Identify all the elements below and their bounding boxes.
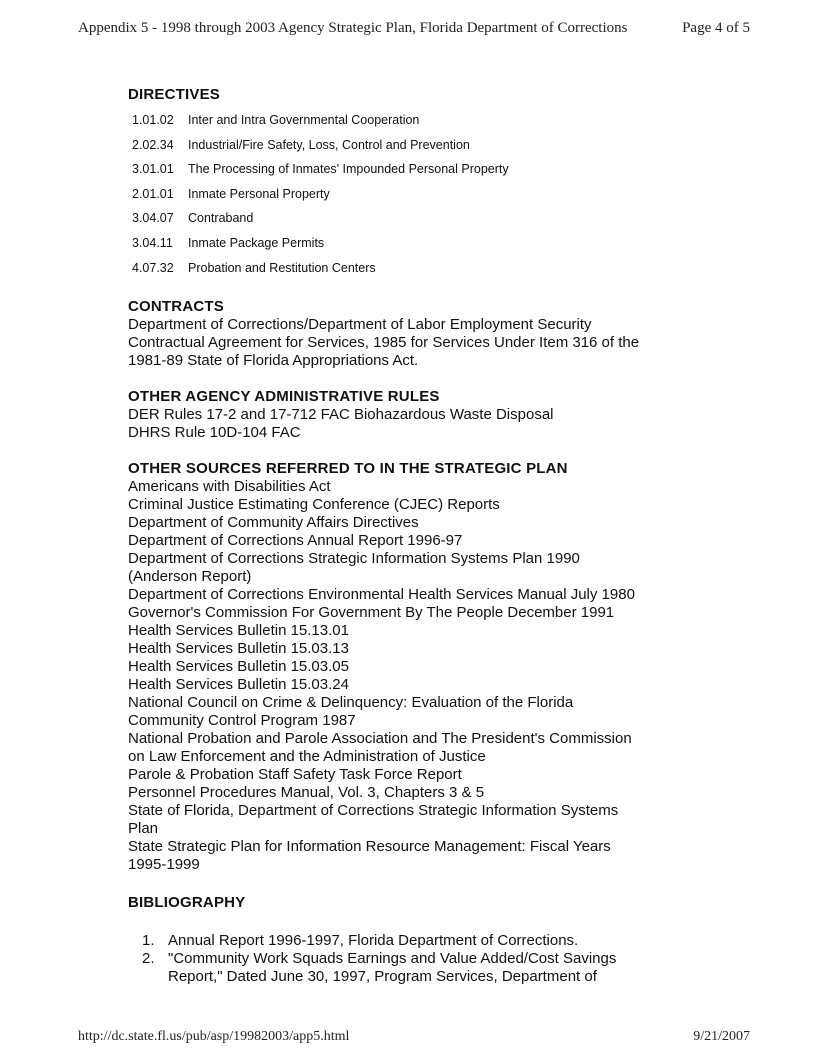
rules-line: DHRS Rule 10D-104 FAC [128,424,301,442]
page-number: Page 4 of 5 [682,20,750,36]
directives-heading: DIRECTIVES [128,86,221,103]
directives-section [128,86,688,280]
source-line: Health Services Bulletin 15.03.24 [128,676,349,694]
directive-item [132,256,688,281]
source-line: Department of Corrections Annual Report 1996-97 [128,532,463,550]
directive-item [132,182,688,207]
source-line: State of Florida, Department of Corrections Strategic Information Systems [128,802,619,820]
directive-text: Industrial/Fire Safety, Loss, Control and Prevention [188,137,470,152]
bibliography-item [142,950,688,986]
directive-item [132,157,688,182]
source-line: on Law Enforcement and the Administration of Justice [128,748,486,766]
contracts-heading: CONTRACTS [128,298,224,316]
bibliography-section [128,894,688,986]
source-line: Parole & Probation Staff Safety Task Force Report [128,766,462,784]
source-line: Americans with Disabilities Act [128,478,331,496]
source-line: Criminal Justice Estimating Conference (CJEC) Reports [128,496,500,514]
contracts-section [128,298,688,370]
source-line: National Probation and Parole Association and The President's Commission [128,730,632,748]
directive-item [132,133,688,158]
document-title: Appendix 5 - 1998 through 2003 Agency Strategic Plan, Florida Department of Corrections [78,20,628,36]
contracts-line: Contractual Agreement for Services, 1985 for Services Under Item 316 of the [128,334,640,352]
contracts-line: Department of Corrections/Department of Labor Employment Security [128,316,592,334]
bibliography-text: Annual Report 1996-1997, Florida Department of Corrections. [168,932,579,950]
bibliography-number: 1. [142,932,155,950]
rules-line: DER Rules 17-2 and 17-712 FAC Biohazardous Waste Disposal [128,406,554,424]
page-url: http://dc.state.fl.us/pub/asp/19982003/app5.html [78,1029,350,1044]
directive-text: Inmate Personal Property [188,186,330,201]
bibliography-number: 2. [142,950,155,968]
source-line: Plan [128,820,159,838]
rules-heading: OTHER AGENCY ADMINISTRATIVE RULES [128,388,440,406]
source-line: Health Services Bulletin 15.13.01 [128,622,349,640]
bibliography-item [142,932,688,950]
directive-text: Inmate Package Permits [188,235,325,250]
bibliography-heading: BIBLIOGRAPHY [128,894,246,912]
directive-item [132,206,688,231]
directive-item [132,231,688,256]
source-line: 1995-1999 [128,856,200,874]
source-line: Governor's Commission For Government By The People December 1991 [128,604,615,622]
source-line: Health Services Bulletin 15.03.13 [128,640,349,658]
directive-number: 3.04.11 [132,235,173,250]
print-date: 9/21/2007 [693,1029,750,1044]
directive-text: Inter and Intra Governmental Cooperation [188,113,420,127]
source-line: Department of Corrections Environmental Health Services Manual July 1980 [128,586,635,604]
directive-number: 2.02.34 [132,137,174,152]
directive-number: 4.07.32 [132,260,174,275]
directive-number: 1.01.02 [132,113,174,127]
source-line: State Strategic Plan for Information Resource Management: Fiscal Years [128,838,611,856]
directive-number: 2.01.01 [132,186,174,201]
source-line: Department of Community Affairs Directives [128,514,419,532]
bibliography-text: "Community Work Squads Earnings and Value Added/Cost Savings Report," Dated June 30, 1997, Program Services, Department of [168,950,617,986]
directive-number: 3.04.07 [132,211,174,226]
directive-text: Contraband [188,211,254,226]
contracts-line: 1981-89 State of Florida Appropriations Act. [128,352,419,370]
directive-item [132,108,688,133]
sources-section [128,460,688,874]
directive-number: 3.01.01 [132,162,174,177]
source-line: (Anderson Report) [128,568,252,586]
source-line: Department of Corrections Strategic Information Systems Plan 1990 [128,550,580,568]
rules-section [128,388,688,442]
source-line: Health Services Bulletin 15.03.05 [128,658,349,676]
source-line: Personnel Procedures Manual, Vol. 3, Chapters 3 & 5 [128,784,485,802]
sources-heading: OTHER SOURCES REFERRED TO IN THE STRATEGIC PLAN [128,460,568,478]
directive-text: The Processing of Inmates' Impounded Personal Property [188,162,509,177]
directive-text: Probation and Restitution Centers [188,260,376,275]
source-line: Community Control Program 1987 [128,712,356,730]
source-line: National Council on Crime & Delinquency: Evaluation of the Florida [128,694,574,712]
directives-list [128,108,688,280]
document-body [128,86,688,986]
